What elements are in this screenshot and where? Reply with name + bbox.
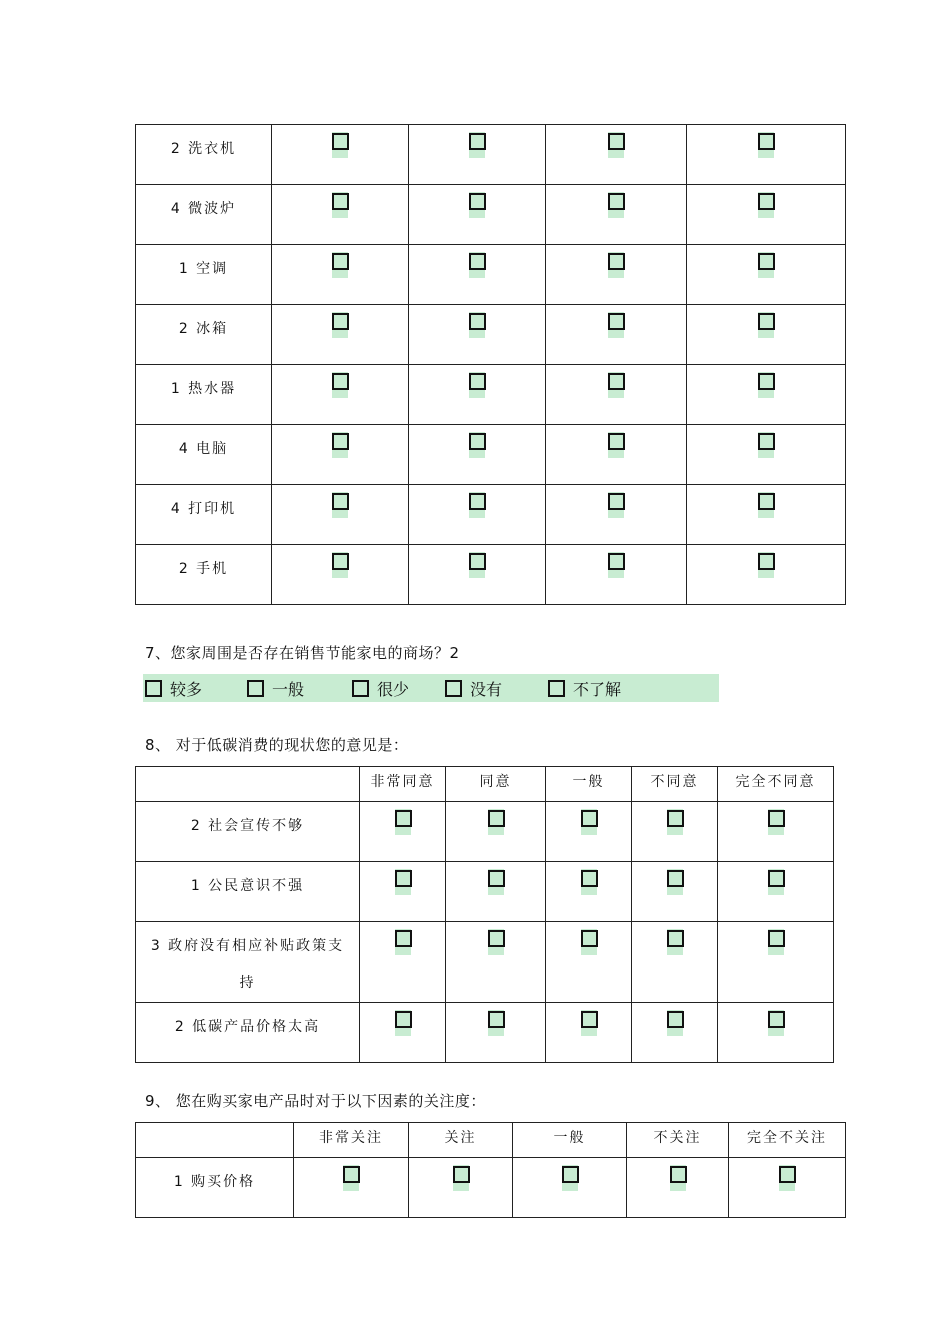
checkbox[interactable] <box>453 1165 469 1191</box>
checkbox-cell <box>409 425 546 485</box>
checkbox-icon[interactable] <box>608 193 625 210</box>
header-cell: 一般 <box>513 1123 627 1158</box>
checkbox-icon[interactable] <box>332 253 349 270</box>
checkbox[interactable] <box>332 552 348 578</box>
checkbox-icon[interactable] <box>758 373 775 390</box>
appliance-table <box>135 124 846 605</box>
header-cell: 非常关注 <box>294 1123 409 1158</box>
checkbox-cell <box>294 1158 409 1218</box>
checkbox[interactable] <box>469 552 485 578</box>
checkbox-cell <box>272 365 409 425</box>
checkbox-icon[interactable] <box>667 1011 684 1028</box>
checkbox-cell <box>687 125 846 185</box>
checkbox-cell <box>687 545 846 605</box>
checkbox-icon[interactable] <box>332 313 349 330</box>
checkbox-icon[interactable] <box>469 253 486 270</box>
row-label: 2 社会宣传不够 <box>136 802 360 862</box>
checkbox-icon[interactable] <box>352 680 369 697</box>
checkbox-cell <box>687 425 846 485</box>
checkbox[interactable] <box>758 492 774 518</box>
checkbox-cell <box>446 862 546 922</box>
row-label: 1 公民意识不强 <box>136 862 360 922</box>
checkbox-cell <box>687 365 846 425</box>
checkbox-icon[interactable] <box>332 133 349 150</box>
row-label: 3 政府没有相应补贴政策支持 <box>136 922 360 1003</box>
factor-table <box>135 1122 846 1218</box>
checkbox-cell <box>687 305 846 365</box>
checkbox-cell <box>409 1158 513 1218</box>
q7-option[interactable]: 很少 <box>352 677 409 700</box>
checkbox[interactable] <box>768 809 784 835</box>
header-cell: 完全不关注 <box>729 1123 846 1158</box>
checkbox-icon[interactable] <box>608 373 625 390</box>
checkbox-icon[interactable] <box>667 930 684 947</box>
checkbox-cell <box>360 802 446 862</box>
checkbox-icon[interactable] <box>247 680 264 697</box>
q7-options-bar <box>143 674 719 702</box>
checkbox-cell <box>546 185 687 245</box>
checkbox[interactable] <box>469 492 485 518</box>
row-label: 4 微波炉 <box>136 185 272 245</box>
checkbox[interactable] <box>768 869 784 895</box>
checkbox[interactable] <box>608 372 624 398</box>
table-row <box>136 922 834 1003</box>
question-7: 7、您家周围是否存在销售节能家电的商场？2 <box>145 644 460 662</box>
table-row <box>136 802 834 862</box>
header-cell: 完全不同意 <box>718 767 834 802</box>
header-cell: 一般 <box>546 767 632 802</box>
checkbox-cell <box>446 1003 546 1063</box>
checkbox[interactable] <box>768 1010 784 1036</box>
checkbox-cell <box>409 485 546 545</box>
checkbox-icon[interactable] <box>608 313 625 330</box>
checkbox[interactable] <box>332 132 348 158</box>
checkbox-icon[interactable] <box>145 680 162 697</box>
checkbox-icon[interactable] <box>332 193 349 210</box>
checkbox-cell <box>409 185 546 245</box>
opinion-table <box>135 766 834 1063</box>
checkbox[interactable] <box>758 312 774 338</box>
checkbox-cell <box>272 425 409 485</box>
checkbox-icon[interactable] <box>453 1166 470 1183</box>
checkbox-cell <box>632 862 718 922</box>
checkbox-icon[interactable] <box>758 493 775 510</box>
checkbox-icon[interactable] <box>768 810 785 827</box>
checkbox-icon[interactable] <box>758 433 775 450</box>
checkbox[interactable] <box>758 432 774 458</box>
header-cell: 同意 <box>446 767 546 802</box>
checkbox-cell <box>687 185 846 245</box>
checkbox[interactable] <box>332 192 348 218</box>
checkbox-icon[interactable] <box>768 1011 785 1028</box>
checkbox-icon[interactable] <box>758 193 775 210</box>
row-label: 1 购买价格 <box>136 1158 294 1218</box>
row-label: 2 手机 <box>136 545 272 605</box>
header-blank <box>136 767 360 802</box>
checkbox[interactable] <box>469 192 485 218</box>
checkbox[interactable] <box>670 1165 686 1191</box>
checkbox-icon[interactable] <box>488 930 505 947</box>
q7-option[interactable]: 较多 <box>145 677 202 700</box>
checkbox[interactable] <box>332 432 348 458</box>
checkbox[interactable] <box>779 1165 795 1191</box>
checkbox-icon[interactable] <box>667 870 684 887</box>
checkbox[interactable] <box>488 1010 504 1036</box>
row-label: 4 打印机 <box>136 485 272 545</box>
checkbox[interactable] <box>667 869 683 895</box>
table-row <box>136 1158 846 1218</box>
checkbox-icon[interactable] <box>488 870 505 887</box>
checkbox-icon[interactable] <box>469 493 486 510</box>
checkbox[interactable] <box>469 252 485 278</box>
checkbox-cell <box>360 1003 446 1063</box>
checkbox-cell <box>687 245 846 305</box>
checkbox-cell <box>627 1158 729 1218</box>
checkbox-icon[interactable] <box>469 553 486 570</box>
checkbox-icon[interactable] <box>332 553 349 570</box>
checkbox-icon[interactable] <box>445 680 462 697</box>
checkbox-cell <box>546 1003 632 1063</box>
checkbox-icon[interactable] <box>581 930 598 947</box>
table-row <box>136 485 846 545</box>
checkbox-cell <box>409 365 546 425</box>
q7-option[interactable]: 没有 <box>445 677 502 700</box>
checkbox[interactable] <box>332 252 348 278</box>
checkbox-cell <box>687 485 846 545</box>
checkbox[interactable] <box>608 492 624 518</box>
checkbox-cell <box>632 1003 718 1063</box>
checkbox[interactable] <box>488 809 504 835</box>
table-row <box>136 245 846 305</box>
checkbox[interactable] <box>488 869 504 895</box>
checkbox-icon[interactable] <box>758 133 775 150</box>
checkbox-cell <box>546 802 632 862</box>
checkbox-icon[interactable] <box>332 493 349 510</box>
checkbox-icon[interactable] <box>608 133 625 150</box>
checkbox[interactable] <box>608 432 624 458</box>
checkbox[interactable] <box>562 1165 578 1191</box>
question-9: 9、 您在购买家电产品时对于以下因素的关注度： <box>145 1092 486 1110</box>
table-row <box>136 185 846 245</box>
table-row <box>136 545 846 605</box>
checkbox[interactable] <box>758 372 774 398</box>
header-cell: 非常同意 <box>360 767 446 802</box>
checkbox[interactable] <box>608 252 624 278</box>
checkbox-cell <box>546 545 687 605</box>
checkbox[interactable] <box>581 929 597 955</box>
checkbox[interactable] <box>768 929 784 955</box>
checkbox[interactable] <box>758 252 774 278</box>
checkbox-cell <box>718 922 834 1003</box>
checkbox-cell <box>546 425 687 485</box>
header-cell: 不同意 <box>632 767 718 802</box>
row-label: 1 空调 <box>136 245 272 305</box>
checkbox-icon[interactable] <box>332 373 349 390</box>
checkbox[interactable] <box>469 372 485 398</box>
q7-option[interactable]: 一般 <box>247 677 304 700</box>
checkbox[interactable] <box>667 929 683 955</box>
checkbox-icon[interactable] <box>768 870 785 887</box>
checkbox-cell <box>446 802 546 862</box>
checkbox-icon[interactable] <box>779 1166 796 1183</box>
checkbox-cell <box>729 1158 846 1218</box>
checkbox[interactable] <box>758 552 774 578</box>
checkbox[interactable] <box>608 312 624 338</box>
table-row <box>136 365 846 425</box>
checkbox-icon[interactable] <box>469 433 486 450</box>
checkbox[interactable] <box>758 192 774 218</box>
checkbox-icon[interactable] <box>469 313 486 330</box>
checkbox-icon[interactable] <box>581 1011 598 1028</box>
checkbox[interactable] <box>581 809 597 835</box>
checkbox-cell <box>632 922 718 1003</box>
checkbox-cell <box>546 365 687 425</box>
checkbox[interactable] <box>469 432 485 458</box>
checkbox-icon[interactable] <box>488 810 505 827</box>
header-cell: 不关注 <box>627 1123 729 1158</box>
checkbox-icon[interactable] <box>395 1011 412 1028</box>
checkbox[interactable] <box>488 929 504 955</box>
checkbox-icon[interactable] <box>548 680 565 697</box>
checkbox-icon[interactable] <box>332 433 349 450</box>
checkbox[interactable] <box>332 312 348 338</box>
checkbox[interactable] <box>332 492 348 518</box>
checkbox-icon[interactable] <box>581 810 598 827</box>
table-row <box>136 125 846 185</box>
q7-option[interactable]: 不了解 <box>548 677 621 700</box>
checkbox-cell <box>272 185 409 245</box>
checkbox-icon[interactable] <box>488 1011 505 1028</box>
checkbox[interactable] <box>581 1010 597 1036</box>
table-row <box>136 1003 834 1063</box>
checkbox-cell <box>360 922 446 1003</box>
checkbox[interactable] <box>667 809 683 835</box>
checkbox-icon[interactable] <box>469 193 486 210</box>
checkbox-icon[interactable] <box>670 1166 687 1183</box>
table-row <box>136 305 846 365</box>
checkbox[interactable] <box>581 869 597 895</box>
checkbox-cell <box>409 245 546 305</box>
checkbox-icon[interactable] <box>395 930 412 947</box>
header-cell: 关注 <box>409 1123 513 1158</box>
checkbox[interactable] <box>395 1010 411 1036</box>
checkbox[interactable] <box>469 132 485 158</box>
checkbox-cell <box>546 245 687 305</box>
row-label: 2 低碳产品价格太高 <box>136 1003 360 1063</box>
checkbox-cell <box>446 922 546 1003</box>
table-row <box>136 862 834 922</box>
checkbox-cell <box>546 922 632 1003</box>
checkbox[interactable] <box>608 192 624 218</box>
checkbox[interactable] <box>667 1010 683 1036</box>
question-8: 8、 对于低碳消费的现状您的意见是： <box>145 736 409 754</box>
checkbox-cell <box>272 305 409 365</box>
checkbox-cell <box>546 305 687 365</box>
checkbox[interactable] <box>343 1165 359 1191</box>
checkbox[interactable] <box>469 312 485 338</box>
checkbox[interactable] <box>395 809 411 835</box>
checkbox-cell <box>360 862 446 922</box>
checkbox-icon[interactable] <box>758 553 775 570</box>
checkbox-icon[interactable] <box>608 433 625 450</box>
checkbox-icon[interactable] <box>562 1166 579 1183</box>
checkbox-cell <box>272 125 409 185</box>
checkbox-icon[interactable] <box>608 253 625 270</box>
checkbox-icon[interactable] <box>758 253 775 270</box>
checkbox-cell <box>272 545 409 605</box>
checkbox-icon[interactable] <box>581 870 598 887</box>
checkbox-cell <box>272 245 409 305</box>
checkbox[interactable] <box>758 132 774 158</box>
checkbox-cell <box>409 305 546 365</box>
row-label: 2 冰箱 <box>136 305 272 365</box>
checkbox-cell <box>546 862 632 922</box>
checkbox[interactable] <box>395 929 411 955</box>
checkbox-cell <box>718 862 834 922</box>
checkbox-cell <box>718 1003 834 1063</box>
checkbox-icon[interactable] <box>758 313 775 330</box>
table-row <box>136 425 846 485</box>
checkbox[interactable] <box>608 132 624 158</box>
checkbox[interactable] <box>395 869 411 895</box>
checkbox-cell <box>718 802 834 862</box>
checkbox-icon[interactable] <box>608 553 625 570</box>
checkbox[interactable] <box>608 552 624 578</box>
checkbox-cell <box>409 125 546 185</box>
checkbox-icon[interactable] <box>395 810 412 827</box>
checkbox-cell <box>632 802 718 862</box>
row-label: 4 电脑 <box>136 425 272 485</box>
row-label: 2 洗衣机 <box>136 125 272 185</box>
header-blank <box>136 1123 294 1158</box>
checkbox-icon[interactable] <box>395 870 412 887</box>
checkbox-icon[interactable] <box>469 373 486 390</box>
row-label: 1 热水器 <box>136 365 272 425</box>
checkbox-cell <box>513 1158 627 1218</box>
checkbox-icon[interactable] <box>768 930 785 947</box>
checkbox-cell <box>546 485 687 545</box>
checkbox-cell <box>546 125 687 185</box>
checkbox[interactable] <box>332 372 348 398</box>
checkbox-icon[interactable] <box>667 810 684 827</box>
checkbox-icon[interactable] <box>469 133 486 150</box>
checkbox-icon[interactable] <box>343 1166 360 1183</box>
checkbox-cell <box>409 545 546 605</box>
checkbox-cell <box>272 485 409 545</box>
checkbox-icon[interactable] <box>608 493 625 510</box>
